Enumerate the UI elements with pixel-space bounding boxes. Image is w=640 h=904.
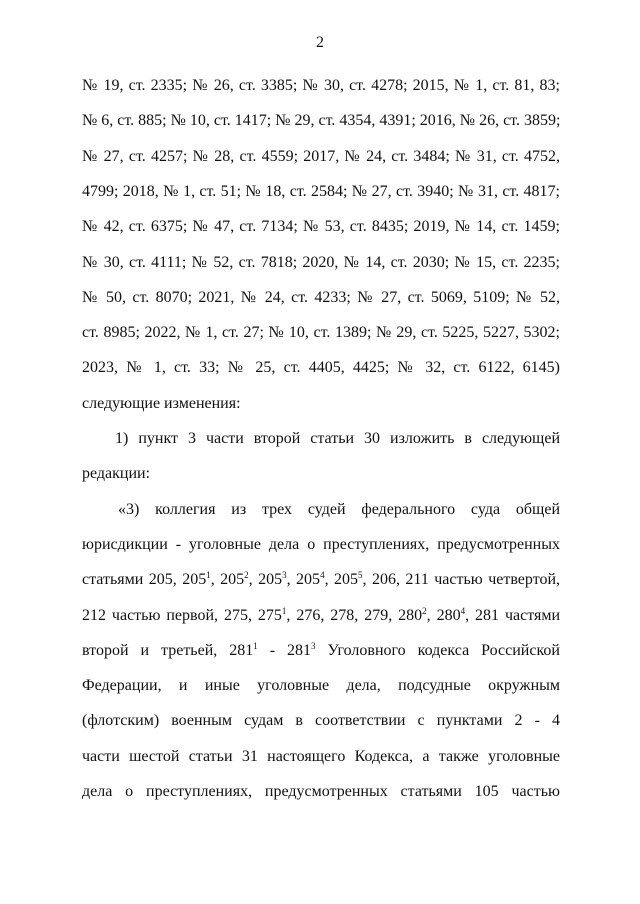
text-line: 4799; 2018, № 1, ст. 51; № 18, ст. 2584; № 27, ст. 3940; № 31, ст. 4817;	[82, 182, 560, 200]
page-number: 2	[316, 34, 324, 51]
text-line: статьями 205, $205^1$, $205^2$, $205^3$, $205^4$, $205^5$, 206, 211 частью четвертой,	[82, 570, 561, 589]
text-line: № 27, ст. 4257; № 28, ст. 4559; 2017, № 24, ст. 3484; № 31, ст. 4752,	[82, 147, 560, 165]
text-line: № 30, ст. 4111; № 52, ст. 7818; 2020, № 14, ст. 2030; № 15, ст. 2235;	[82, 253, 560, 271]
text-line: следующие изменения:	[82, 394, 241, 412]
text-line: (флотским) военным судам в соответствии с пунктами 2 - 4	[82, 712, 560, 730]
text-line: Федерации, и иные уголовные дела, подсудные окружным	[82, 677, 560, 695]
text-line: № 42, ст. 6375; № 47, ст. 7134; № 53, ст. 8435; 2019, № 14, ст. 1459;	[82, 218, 560, 236]
text-line: 1) пункт 3 части второй статьи 30 изложить в следующей	[115, 430, 560, 447]
text-line: 212 частью первой, 275, $275^1$, 276, 278, 279, $280^2$, $280^4$, 281 частями	[82, 605, 561, 624]
text-line: редакции:	[82, 465, 151, 483]
text-line: № 50, ст. 8070; 2021, № 24, ст. 4233; № 27, ст. 5069, 5109; № 52,	[82, 288, 560, 306]
text-line: юрисдикции - уголовные дела о преступлениях, предусмотренных	[82, 535, 560, 553]
text-line: № 6, ст. 885; № 10, ст. 1417; № 29, ст. 4354, 4391; 2016, № 26, ст. 3859;	[82, 112, 561, 130]
text-line: ст. 8985; 2022, № 1, ст. 27; № 10, ст. 1389; № 29, ст. 5225, 5227, 5302;	[82, 324, 560, 342]
text-line: второй и третьей, $281^1 - 281^3$ Уголовного кодекса Российской	[82, 640, 560, 659]
text-line: части шестой статьи 31 настоящего Кодекса, а также уголовные	[82, 747, 560, 765]
text-line: дела о преступлениях, предусмотренных статьями 105 частью	[82, 783, 560, 800]
text-line: «3) коллегия из трех судей федерального суда общей	[118, 500, 560, 518]
text-line: № 19, ст. 2335; № 26, ст. 3385; № 30, ст. 4278; 2015, № 1, ст. 81, 83;	[82, 77, 560, 94]
text-line: 2023, № 1, ст. 33; № 25, ст. 4405, 4425; № 32, ст. 6122, 6145)	[82, 359, 560, 377]
